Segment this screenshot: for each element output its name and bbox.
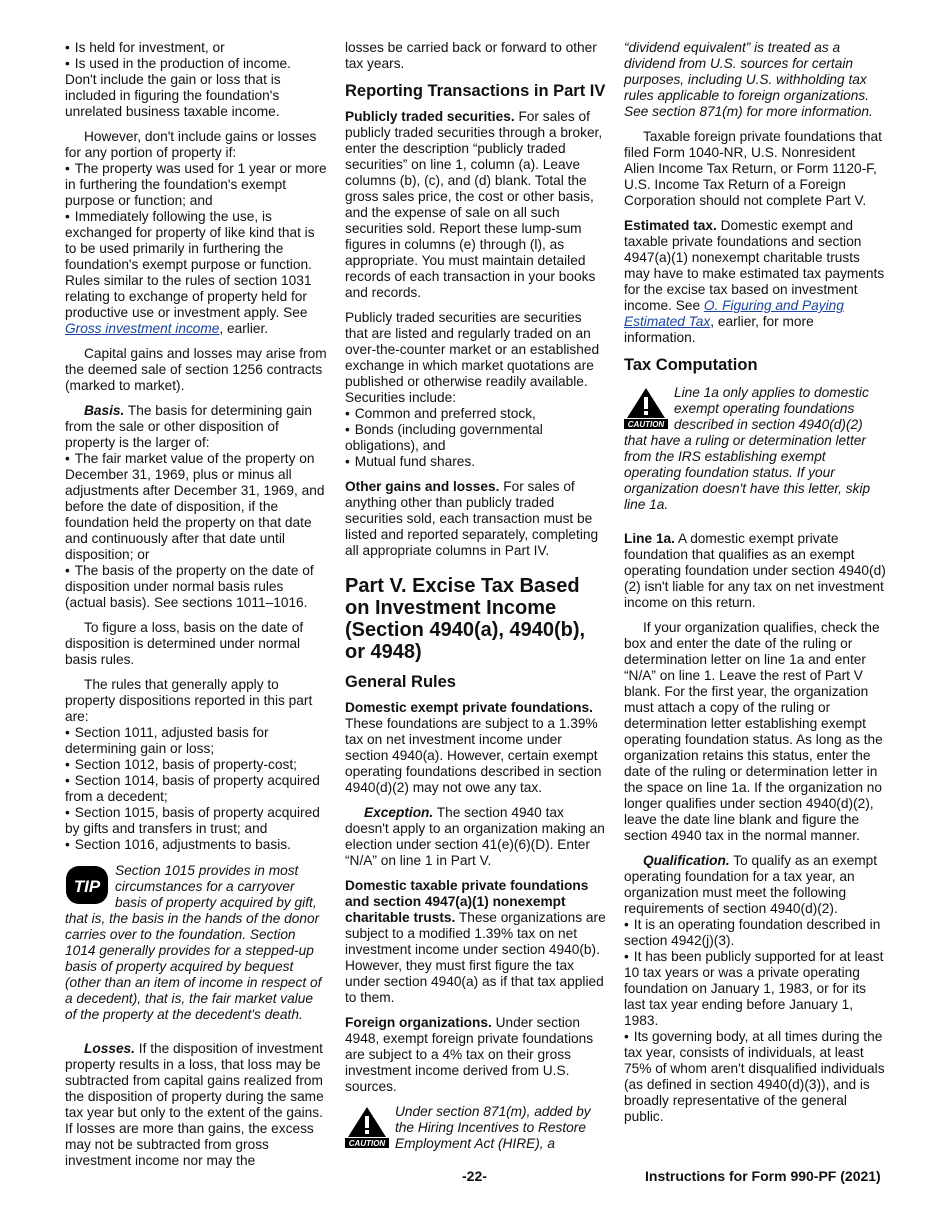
basis-paragraph: Basis. The basis for determining gain from the sale or other disposition of property is the larger of: [65, 403, 313, 450]
list-item: • Section 1014, basis of property acquired from a decedent; [65, 773, 327, 805]
paragraph: Don't include the gain or loss that is included in figuring the foundation's unrelated business taxable income. [65, 72, 281, 119]
svg-text:CAUTION: CAUTION [627, 420, 665, 429]
list-item: • Bonds (including governmental obligations), and [345, 422, 607, 454]
paragraph: losses be carried back or forward to other tax years. [345, 40, 597, 71]
part-v-heading: Part V. Excise Tax Based on Investment Income (Section 4940(a), 4940(b), or 4948) [345, 575, 586, 663]
bullet-list [65, 40, 327, 120]
run-in-heading: Exception. [364, 805, 434, 820]
list-item: • Section 1012, basis of property-cost; [65, 757, 327, 773]
run-in-heading: Qualification. [643, 853, 730, 868]
column-right [624, 40, 886, 1134]
paragraph: However, don't include gains or losses for any portion of property if: [65, 129, 317, 160]
list-item: • The basis of the property on the date of disposition under normal basis rules (actual basis). See sections 1011–1016. [65, 563, 327, 611]
form-title: Instructions for Form 990-PF (2021) [645, 1168, 881, 1184]
bullet-list [345, 406, 607, 470]
run-in-heading: Basis. [84, 403, 125, 418]
run-in-heading: Publicly traded securities. [345, 109, 515, 124]
column-left [65, 40, 327, 1178]
paragraph: Capital gains and losses may arise from the deemed sale of section 1256 contracts (marked to market). [65, 346, 327, 393]
other-gains-paragraph: Other gains and losses. For sales of anything other than publicly traded securities sold, each transaction must be listed and reported separately, completing all appropriate columns in Part IV. [345, 479, 599, 558]
run-in-heading: Losses. [84, 1041, 135, 1056]
list-item: • Its governing body, at all times during the tax year, consists of individuals, at least 75% of whom aren't disqualified individuals (as defined in section 4940(d)(3)), and is broadly representative of the general public. [624, 1029, 886, 1125]
paragraph: Taxable foreign private foundations that filed Form 1040-NR, U.S. Nonresident Alien Income Tax Return, or Form 1120-F, U.S. Income Tax Return of a Foreign Corporation should not complete Part V. [624, 129, 882, 208]
run-in-heading: Line 1a. [624, 531, 675, 546]
run-in-heading: Domestic taxable private foundations and section 4947(a)(1) nonexempt charitable trusts. [345, 878, 589, 925]
caution-notice: CAUTION Line 1a only applies to domestic exempt operating foundations described in section 4940(d)(2) that have a ruling or determination letter from the IRS establishing exempt operating foundation status. If your organization doesn't have this letter, skip line 1a. [624, 385, 871, 512]
qualification-paragraph: Qualification. To qualify as an exempt operating foundation for a tax year, an organization must meet the following requirements of section 4940(d)(2). [624, 853, 878, 916]
losses-paragraph: Losses. If the disposition of investment property results in a loss, that loss may be subtracted from capital gains realized from the disposition of property during the same tax year but only to the extent of the gains. If losses are more than gains, the excess may not be subtracted from gross investment income nor may the [65, 1041, 324, 1168]
section-heading: General Rules [345, 673, 456, 691]
run-in-heading: Domestic exempt private foundations. [345, 700, 593, 715]
paragraph: To figure a loss, basis on the date of disposition is determined under normal basis rules. [65, 620, 304, 667]
tip-notice: TIP Section 1015 provides in most circumstances for a carryover basis of property acquired by gift, that is, the basis in the hands of the donor carries over to the foundation. Section 1014 generally provides for a stepped-up basis of property acquired by bequest (other than an item of income in respect of a decedent), that is, the fair market value of the property at the decedent's death. [65, 863, 322, 1022]
caution-notice: CAUTION Under section 871(m), added by the Hiring Incentives to Restore Employment Act (HIRE), a [345, 1104, 607, 1152]
svg-text:TIP: TIP [73, 877, 101, 896]
paragraph: If your organization qualifies, check the box and enter the date of the ruling or determination letter on line 1a and enter “N/A” on line 1. Leave the rest of Part V blank. For the first year, the organization must attach a copy of the ruling or determination letter establishing exempt operating foundation status. As long as the organization retains this status, enter the date of the ruling or determination letter in the space on line 1a. If the organization no longer qualifies under section 4940(d)(2), leave the date line blank and figure the section 4940 tax in the normal manner. [624, 620, 883, 843]
list-item: • Section 1011, adjusted basis for determining gain or loss; [65, 725, 327, 757]
run-in-heading: Estimated tax. [624, 218, 717, 233]
page-number: -22- [462, 1168, 487, 1184]
exception-paragraph: Exception. The section 4940 tax doesn't apply to an organization making an election under section 41(e)(6)(D). Enter “N/A” on line 1 in Part V. [345, 805, 605, 868]
foreign-organizations-paragraph: Foreign organizations. Under section 4948, exempt foreign private foundations are subject to a 4% tax on their gross investment income derived from U.S. sources. [345, 1015, 594, 1094]
domestic-exempt-paragraph: Domestic exempt private foundations. These foundations are subject to a 1.39% tax on net investment income under section 4940(a). However, certain exempt operating foundations described in section 4940(d)(2) may not owe any tax. [345, 700, 602, 795]
list-item: • Section 1016, adjustments to basis. [65, 837, 327, 853]
column-middle [345, 40, 607, 1170]
bullet-list [624, 917, 886, 1125]
list-item: • The property was used for 1 year or more in furthering the foundation's exempt purpose or function; and [65, 161, 327, 209]
caution-continuation: “dividend equivalent” is treated as a dividend from U.S. sources for certain purposes, including U.S. withholding tax rules applicable to foreign organizations. See section 871(m) for more information. [624, 40, 873, 119]
section-heading: Reporting Transactions in Part IV [345, 82, 606, 100]
bullet-list [65, 725, 327, 853]
list-item: • Is held for investment, or [65, 40, 327, 56]
list-item: • Is used in the production of income. [65, 56, 327, 72]
estimated-tax-link[interactable]: O. Figuring and Paying Estimated Tax [624, 298, 844, 329]
section-heading: Tax Computation [624, 356, 758, 374]
bullet-list [65, 161, 327, 337]
list-item: • Section 1015, basis of property acquired by gifts and transfers in trust; and [65, 805, 327, 837]
list-item: • Common and preferred stock, [345, 406, 607, 422]
run-in-heading: Foreign organizations. [345, 1015, 492, 1030]
list-item: • It is an operating foundation described in section 4942(j)(3). [624, 917, 886, 949]
estimated-tax-paragraph: Estimated tax. Domestic exempt and taxable private foundations and section 4947(a)(1) nonexempt charitable trusts may have to make estimated tax payments for the excise tax based on investment income. See O. Figuring and Paying Estimated Tax, earlier, for more information. [624, 218, 885, 345]
list-item: • Mutual fund shares. [345, 454, 607, 470]
tip-icon [65, 865, 109, 905]
line-1a-paragraph: Line 1a. A domestic exempt private foundation that qualifies as an exempt operating foundation under section 4940(d)(2) isn't liable for any tax on net investment income on this return. [624, 531, 886, 610]
caution-icon [345, 1106, 389, 1148]
gross-investment-income-link[interactable]: Gross investment income [65, 321, 220, 336]
run-in-heading: Other gains and losses. [345, 479, 500, 494]
domestic-taxable-paragraph: Domestic taxable private foundations and section 4947(a)(1) nonexempt charitable trusts. These organizations are subject to a modified 1.39% tax on net investment income under section 4940(b). However, they must first figure the tax under section 4940(a) as if that tax applied to them. [345, 878, 606, 1005]
publicly-traded-paragraph: Publicly traded securities. For sales of publicly traded securities through a broker, enter the description “publicly traded securities” on line 1, column (a). Leave columns (b), (c), and (d) blank. Total the gross sales price, the cost or other basis, and the expense of sale on all such securities sold. Report these lump-sum figures in columns (e) through (l), as appropriate. You must maintain detailed records of each transaction in your books and records. [345, 109, 603, 300]
caution-icon [624, 387, 668, 429]
bullet-list [65, 451, 327, 611]
list-item: • It has been publicly supported for at least 10 tax years or was a private operating foundation on January 1, 1983, or for its last tax year ending before January 1, 1983. [624, 949, 886, 1029]
paragraph: Publicly traded securities are securities that are listed and regularly traded on an over-the-counter market or an established exchange in which market quotations are published or otherwise readily available. Securities include: [345, 310, 600, 405]
list-item: • The fair market value of the property on December 31, 1969, plus or minus all adjustments after December 31, 1969, and before the date of disposition, if the foundation held the property on that date and continuously after that date until disposition; or [65, 451, 327, 563]
paragraph: The rules that generally apply to property dispositions reported in this part are: [65, 677, 313, 724]
list-item: • Immediately following the use, is exchanged for property of like kind that is to be used primarily in furthering the foundation's exempt purpose or function. Rules similar to the rules of section 1031 relating to exchange of property held for productive use or investment apply. See Gross investment income, earlier. [65, 209, 327, 337]
svg-text:CAUTION: CAUTION [348, 1139, 386, 1148]
